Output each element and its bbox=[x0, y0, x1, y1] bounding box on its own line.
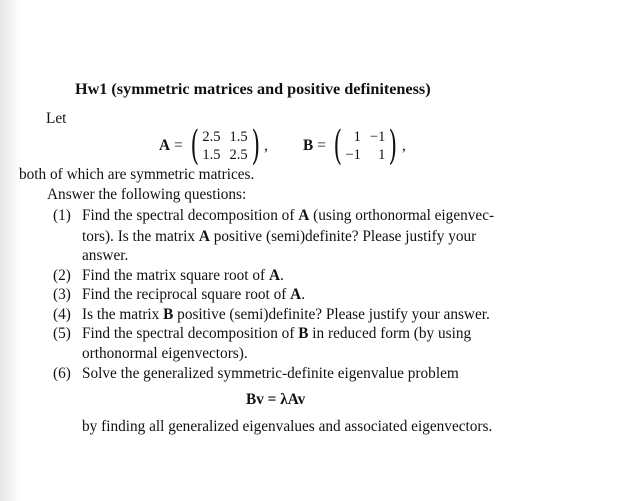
question-1-text: tors). Is the matrix A positive (semi)definite? Please justify your bbox=[82, 228, 477, 245]
matrix-b-entry: −1 bbox=[369, 129, 386, 145]
question-1-line bbox=[82, 247, 128, 265]
question-number: (5) bbox=[53, 325, 71, 342]
question-3-text: Find the reciprocal square root of A. bbox=[82, 286, 306, 303]
question-4-text: Is the matrix B positive (semi)definite? Please justify your answer. bbox=[82, 306, 490, 323]
page-edge-shadow bbox=[0, 0, 22, 501]
answer-intro: Answer the following questions: bbox=[47, 186, 247, 203]
question-number: (1) bbox=[53, 207, 71, 224]
matrix-a-entry: 2.5 bbox=[229, 147, 248, 163]
matrix-b-comma: , bbox=[401, 137, 406, 154]
left-paren: ( bbox=[333, 123, 342, 169]
matrix-a-entry: 1.5 bbox=[202, 147, 221, 163]
question-1-text: Find the spectral decomposition of A (using orthonormal eigenvec- bbox=[82, 207, 495, 224]
matrix-a-entry: 1.5 bbox=[229, 129, 248, 145]
right-paren: ) bbox=[251, 123, 260, 169]
matrix-a-label: A bbox=[159, 137, 171, 154]
question-number: (6) bbox=[53, 365, 71, 382]
question-number: (3) bbox=[53, 286, 71, 303]
matrix-b-definition bbox=[303, 125, 406, 167]
homework-title: Hw1 (symmetric matrices and positive definiteness) bbox=[75, 80, 431, 98]
matrix-b-entry: 1 bbox=[378, 147, 386, 163]
generalized-eigen-equation: Bv = λAv bbox=[246, 391, 306, 408]
matrix-a-definition bbox=[159, 125, 268, 167]
matrix-b-entry: 1 bbox=[353, 129, 361, 145]
equals-sign: = bbox=[317, 137, 326, 154]
equals-sign: = bbox=[174, 137, 183, 154]
matrix-a-entries bbox=[202, 128, 247, 164]
question-number: (2) bbox=[53, 267, 71, 284]
closing-instruction: by finding all generalized eigenvalues and associated eigenvectors. bbox=[82, 418, 493, 435]
matrix-b-entries bbox=[345, 128, 385, 164]
question-2-text: Find the matrix square root of A. bbox=[82, 267, 284, 284]
question-1-line bbox=[82, 207, 494, 225]
question-5-text: Find the spectral decomposition of B in reduced form (by using bbox=[82, 325, 472, 342]
question-number: (4) bbox=[53, 306, 71, 323]
question-1-line bbox=[82, 228, 476, 246]
matrix-b-label: B bbox=[303, 137, 314, 154]
question-5-text: orthonormal eigenvectors). bbox=[82, 345, 248, 362]
question-6-text: Solve the generalized symmetric-definite eigenvalue problem bbox=[82, 365, 459, 382]
left-paren: ( bbox=[190, 123, 199, 169]
let-label: Let bbox=[46, 110, 67, 127]
right-paren: ) bbox=[388, 123, 398, 169]
question-1-text: answer. bbox=[82, 247, 129, 264]
matrix-a-comma: , bbox=[264, 137, 268, 154]
both-symmetric-text: both of which are symmetric matrices. bbox=[19, 166, 255, 183]
matrix-b-entry: −1 bbox=[345, 147, 361, 163]
matrix-a-entry: 2.5 bbox=[202, 129, 221, 145]
